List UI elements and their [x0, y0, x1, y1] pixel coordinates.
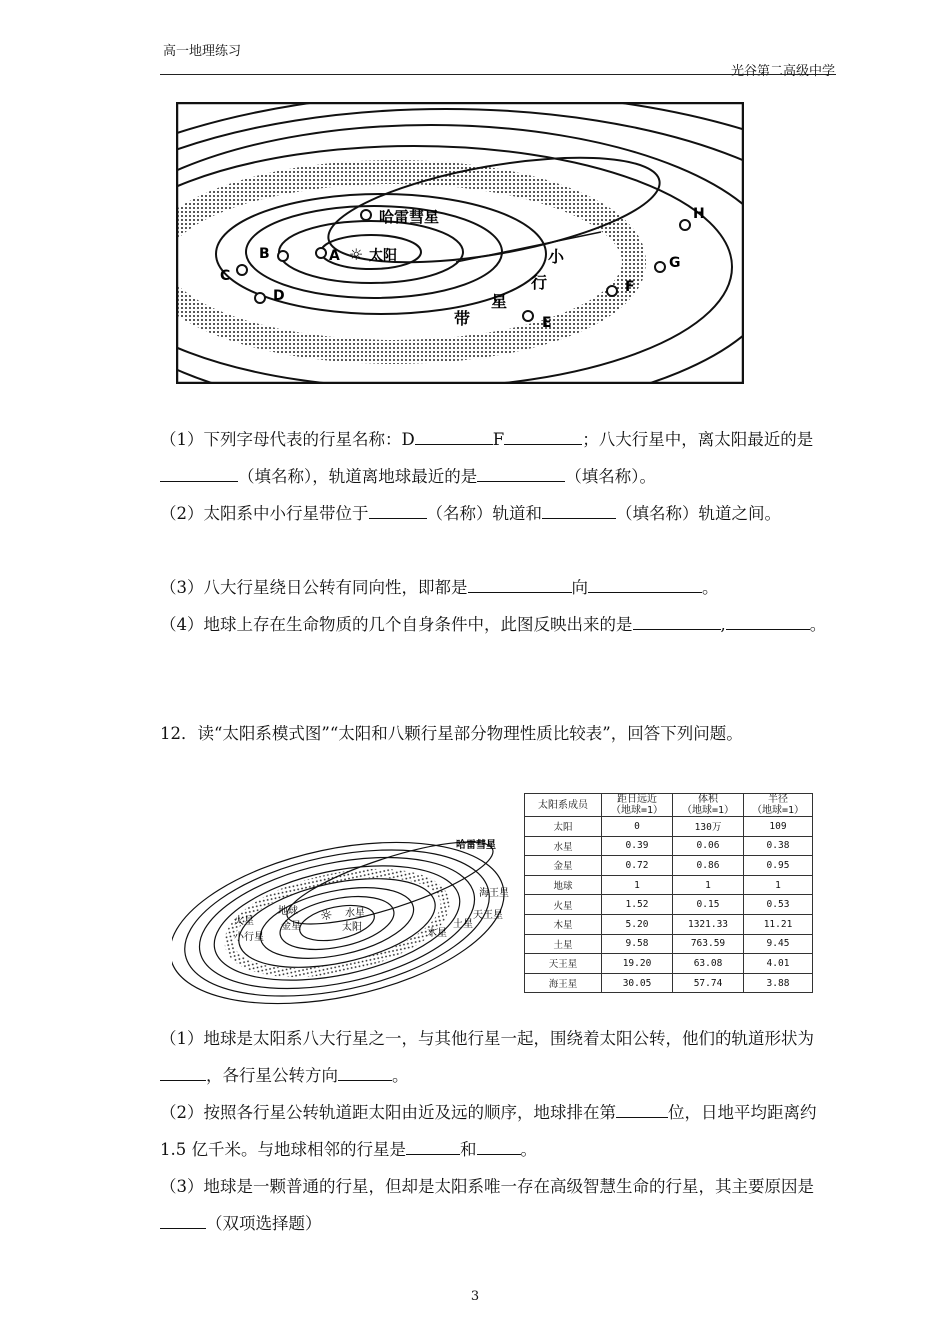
table-header-cell: 半径 （地球=1）	[744, 794, 813, 817]
table-cell: 地球	[525, 875, 602, 895]
q12-part3: （3）地球是一颗普通的行星，但却是太阳系唯一存在高级智慧生命的行星，其主要原因是（双项选择题）	[160, 1177, 814, 1233]
header-left: 高一地理练习	[163, 44, 242, 59]
sun-icon: ☼	[320, 908, 333, 924]
table-cell: 63.08	[673, 954, 744, 974]
letter-c: C	[220, 268, 231, 284]
solar-system-diagram-1	[176, 102, 744, 384]
sun-label-1: 太阳	[369, 248, 397, 264]
answer-blank[interactable]	[504, 426, 582, 445]
uranus-label: 天王星	[473, 910, 503, 921]
table-cell: 太阳	[525, 817, 602, 837]
page-number: 3	[470, 1289, 480, 1304]
asteroid-label: 小行星	[234, 932, 264, 943]
table-cell: 0.95	[744, 856, 813, 876]
q12-part2: （2）按照各行星公转轨道距太阳由近及远的顺序，地球排在第 位，日地平均距离约 1.5 亿千米。与地球相邻的行星是 和 。	[160, 1094, 840, 1168]
saturn-label: 土星	[453, 919, 473, 930]
answer-blank[interactable]	[477, 463, 565, 482]
table-cell: 763.59	[673, 934, 744, 954]
table-cell: 3.88	[744, 973, 813, 993]
answer-blank[interactable]	[369, 500, 427, 519]
table-cell: 金星	[525, 856, 602, 876]
letter-d: D	[273, 288, 285, 304]
answer-blank[interactable]	[477, 1136, 521, 1155]
table-row	[525, 895, 813, 915]
table-cell: 30.05	[602, 973, 673, 993]
table-cell: 0.38	[744, 836, 813, 856]
planet-properties-table	[524, 793, 813, 993]
table-cell: 4.01	[744, 954, 813, 974]
table-row	[525, 973, 813, 993]
answer-blank[interactable]	[616, 1099, 668, 1118]
table-cell: 0.06	[673, 836, 744, 856]
table-cell: 0.39	[602, 836, 673, 856]
q11-part2: （2）太阳系中小行星带位于 （名称）轨道和 （填名称）轨道之间。	[160, 495, 840, 532]
table-cell: 11.21	[744, 914, 813, 934]
letter-h: H	[693, 206, 705, 222]
q11-part3: （3）八大行星绕日公转有同向性，即都是 向 。	[160, 569, 840, 606]
jupiter-label: 木星	[427, 928, 447, 939]
answer-blank[interactable]	[764, 611, 810, 630]
solar-system-diagram-2	[172, 828, 522, 1008]
table-cell: 19.20	[602, 954, 673, 974]
table-row	[525, 934, 813, 954]
header-right: 光谷第二高级中学	[730, 64, 835, 79]
table-header-cell: 太阳系成员	[525, 794, 602, 817]
table-header-cell: 体积 （地球=1）	[673, 794, 744, 817]
table-row	[525, 954, 813, 974]
table-cell: 火星	[525, 895, 602, 915]
answer-blank[interactable]	[542, 500, 616, 519]
table-cell: 9.45	[744, 934, 813, 954]
table-cell: 0.53	[744, 895, 813, 915]
q12-part1: （1）地球是太阳系八大行星之一，与其他行星一起，围绕着太阳公转，他们的轨道形状为，各行星公转方向 。	[160, 1029, 814, 1085]
answer-blank[interactable]	[406, 1136, 460, 1155]
comet-label-1: 哈雷彗星	[379, 208, 440, 226]
table-cell: 9.58	[602, 934, 673, 954]
table-row	[525, 856, 813, 876]
table-cell: 木星	[525, 914, 602, 934]
letter-e: E	[542, 315, 552, 331]
table-cell: 0	[602, 817, 673, 837]
answer-blank[interactable]	[160, 1210, 206, 1229]
table-cell: 0.86	[673, 856, 744, 876]
answer-blank[interactable]	[338, 1062, 392, 1081]
table-cell: 109	[744, 817, 813, 837]
answer-blank[interactable]	[468, 574, 572, 593]
table-cell: 1.52	[602, 895, 673, 915]
q11-part1: （1）下列字母代表的行星名称：D F ；八大行星中，离太阳最近的是（填名称），轨道离地球最近的是 （填名称）。	[160, 421, 840, 495]
table-cell: 57.74	[673, 973, 744, 993]
q12-intro: 12．读“太阳系模式图”“太阳和八颗行星部分物理性质比较表”，回答下列问题。	[160, 724, 743, 743]
table-cell: 天王星	[525, 954, 602, 974]
table-cell: 海王星	[525, 973, 602, 993]
letter-g: G	[669, 255, 681, 271]
letter-a: A	[329, 248, 340, 264]
letter-f: F	[625, 279, 635, 295]
belt-char-2: 行	[531, 273, 548, 292]
table-cell: 5.20	[602, 914, 673, 934]
answer-blank[interactable]	[160, 1062, 206, 1081]
belt-char-4: 带	[454, 309, 471, 328]
table-row	[525, 875, 813, 895]
belt-char-1: 小	[548, 247, 565, 266]
answer-blank[interactable]	[588, 574, 702, 593]
mercury-label: 水星	[345, 908, 365, 919]
table-cell: 130万	[673, 817, 744, 837]
table-cell: 0.72	[602, 856, 673, 876]
table-row	[525, 817, 813, 837]
earth-label: 地球	[278, 906, 298, 917]
answer-blank[interactable]	[415, 426, 493, 445]
comet-label-2: 哈雷彗星	[456, 840, 496, 851]
q11-part4: （4）地球上存在生命物质的几个自身条件中，此图反映出来的是 , 。	[160, 606, 840, 643]
neptune-label: 海王星	[479, 888, 509, 899]
table-cell: 水星	[525, 836, 602, 856]
table-cell: 1321.33	[673, 914, 744, 934]
table-cell: 1	[673, 875, 744, 895]
answer-blank[interactable]	[726, 611, 764, 630]
table-row	[525, 914, 813, 934]
table-cell: 1	[744, 875, 813, 895]
table-cell: 土星	[525, 934, 602, 954]
table-header-cell: 距日远近 （地球=1）	[602, 794, 673, 817]
venus-label: 金星	[281, 921, 301, 932]
table-cell: 1	[602, 875, 673, 895]
belt-char-3: 星	[491, 292, 508, 311]
sun-icon: ☼	[349, 245, 364, 264]
answer-blank[interactable]	[633, 611, 721, 630]
sun-label-2: 太阳	[342, 922, 362, 933]
table-cell: 0.15	[673, 895, 744, 915]
letter-b: B	[259, 246, 270, 262]
mars-label: 火星	[234, 916, 254, 927]
answer-blank[interactable]	[160, 463, 238, 482]
header-rule	[160, 74, 836, 75]
table-row	[525, 836, 813, 856]
